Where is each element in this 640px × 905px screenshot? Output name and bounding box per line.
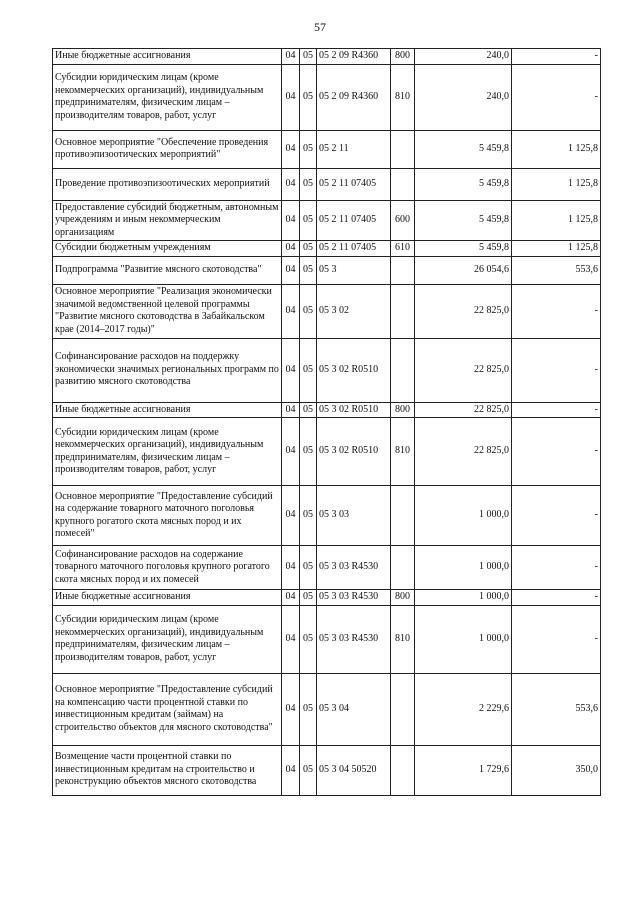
row-name: Софинансирование расходов на содержание товарного маточного поголовья крупного рогатого скота мясных пород и их помесей <box>53 546 282 590</box>
row-vr <box>391 168 415 200</box>
row-sum-2016: 5 459,8 <box>415 168 512 200</box>
row-pr: 05 <box>300 168 317 200</box>
row-vr: 810 <box>391 418 415 486</box>
row-vr <box>391 745 415 795</box>
row-sum-2016: 2 229,6 <box>415 673 512 745</box>
row-sum-federal: - <box>512 590 601 606</box>
row-sum-federal: 553,6 <box>512 673 601 745</box>
row-rz: 04 <box>282 256 300 284</box>
row-csr: 05 2 11 07405 <box>317 241 391 257</box>
row-rz: 04 <box>282 284 300 338</box>
row-vr <box>391 486 415 546</box>
row-rz: 04 <box>282 168 300 200</box>
row-rz: 04 <box>282 402 300 418</box>
row-pr: 05 <box>300 418 317 486</box>
row-sum-2016: 1 000,0 <box>415 486 512 546</box>
row-name: Субсидии юридическим лицам (кроме некоммерческих организаций), индивидуальным предпринимателям, физическим лицам – производителям товаров, работ, услуг <box>53 418 282 486</box>
row-sum-federal: - <box>512 486 601 546</box>
row-vr: 810 <box>391 605 415 673</box>
row-sum-federal: 1 125,8 <box>512 168 601 200</box>
table-row <box>53 546 601 590</box>
row-rz: 04 <box>282 590 300 606</box>
row-vr: 600 <box>391 200 415 241</box>
table-row <box>53 402 601 418</box>
row-sum-2016: 22 825,0 <box>415 284 512 338</box>
row-sum-federal: - <box>512 338 601 402</box>
table-row <box>53 64 601 130</box>
row-pr: 05 <box>300 256 317 284</box>
table-row <box>53 284 601 338</box>
row-rz: 04 <box>282 745 300 795</box>
row-pr: 05 <box>300 745 317 795</box>
table-row <box>53 745 601 795</box>
row-sum-2016: 5 459,8 <box>415 130 512 168</box>
table-row <box>53 486 601 546</box>
row-rz: 04 <box>282 130 300 168</box>
page-number: 57 <box>314 20 326 34</box>
row-sum-2016: 22 825,0 <box>415 402 512 418</box>
row-sum-2016: 22 825,0 <box>415 338 512 402</box>
row-sum-2016: 240,0 <box>415 64 512 130</box>
table-row <box>53 338 601 402</box>
row-name: Основное мероприятие "Реализация экономически значимой ведомственной целевой программы "Развитие мясного скотоводства в Забайкальском крае (2014–2017 годы)" <box>53 284 282 338</box>
row-sum-federal: - <box>512 605 601 673</box>
row-rz: 04 <box>282 49 300 65</box>
row-pr: 05 <box>300 402 317 418</box>
row-name: Основное мероприятие "Предоставление субсидий на содержание товарного маточного поголовья крупного рогатого скота мясных пород и их помесей" <box>53 486 282 546</box>
row-vr: 610 <box>391 241 415 257</box>
row-rz: 04 <box>282 241 300 257</box>
row-csr: 05 3 03 <box>317 486 391 546</box>
table-row <box>53 200 601 241</box>
row-name: Субсидии юридическим лицам (кроме некоммерческих организаций), индивидуальным предпринимателям, физическим лицам – производителям товаров, работ, услуг <box>53 64 282 130</box>
row-csr: 05 3 03 R4530 <box>317 605 391 673</box>
row-name: Иные бюджетные ассигнования <box>53 49 282 65</box>
table-row <box>53 590 601 606</box>
row-csr: 05 2 11 07405 <box>317 200 391 241</box>
row-sum-2016: 5 459,8 <box>415 200 512 241</box>
row-rz: 04 <box>282 546 300 590</box>
row-vr: 800 <box>391 590 415 606</box>
row-name: Иные бюджетные ассигнования <box>53 402 282 418</box>
row-csr: 05 3 04 50520 <box>317 745 391 795</box>
row-rz: 04 <box>282 64 300 130</box>
row-sum-2016: 1 000,0 <box>415 590 512 606</box>
row-csr: 05 3 03 R4530 <box>317 546 391 590</box>
row-rz: 04 <box>282 418 300 486</box>
row-rz: 04 <box>282 338 300 402</box>
row-rz: 04 <box>282 673 300 745</box>
row-name: Софинансирование расходов на поддержку экономически значимых региональных программ по развитию мясного скотоводства <box>53 338 282 402</box>
row-vr <box>391 256 415 284</box>
row-sum-2016: 1 729,6 <box>415 745 512 795</box>
row-vr <box>391 284 415 338</box>
row-sum-federal: - <box>512 418 601 486</box>
table-row <box>53 673 601 745</box>
row-sum-2016: 22 825,0 <box>415 418 512 486</box>
row-sum-federal: 1 125,8 <box>512 241 601 257</box>
row-sum-federal: - <box>512 49 601 65</box>
table-row <box>53 168 601 200</box>
row-pr: 05 <box>300 605 317 673</box>
table-row <box>53 256 601 284</box>
row-csr: 05 2 11 <box>317 130 391 168</box>
row-vr <box>391 338 415 402</box>
row-csr: 05 2 09 R4360 <box>317 49 391 65</box>
row-pr: 05 <box>300 486 317 546</box>
row-vr: 800 <box>391 402 415 418</box>
row-csr: 05 3 04 <box>317 673 391 745</box>
row-rz: 04 <box>282 200 300 241</box>
table-row <box>53 418 601 486</box>
row-sum-federal: 1 125,8 <box>512 200 601 241</box>
row-sum-federal: - <box>512 546 601 590</box>
row-pr: 05 <box>300 590 317 606</box>
row-csr: 05 3 02 R0510 <box>317 402 391 418</box>
row-sum-federal: - <box>512 284 601 338</box>
row-pr: 05 <box>300 338 317 402</box>
row-vr <box>391 130 415 168</box>
row-csr: 05 3 02 R0510 <box>317 418 391 486</box>
row-csr: 05 2 11 07405 <box>317 168 391 200</box>
row-name: Возмещение части процентной ставки по инвестиционным кредитам на строительство и реконструкцию объектов мясного скотоводства <box>53 745 282 795</box>
row-csr: 05 3 03 R4530 <box>317 590 391 606</box>
row-csr: 05 3 02 R0510 <box>317 338 391 402</box>
row-pr: 05 <box>300 200 317 241</box>
row-name: Проведение противоэпизоотических мероприятий <box>53 168 282 200</box>
table-row <box>53 605 601 673</box>
row-sum-2016: 26 054,6 <box>415 256 512 284</box>
row-sum-2016: 1 000,0 <box>415 546 512 590</box>
row-rz: 04 <box>282 605 300 673</box>
row-name: Предоставление субсидий бюджетным, автономным учреждениям и иным некоммерческим организациям <box>53 200 282 241</box>
row-vr: 810 <box>391 64 415 130</box>
row-csr: 05 3 <box>317 256 391 284</box>
budget-table <box>52 48 601 796</box>
row-csr: 05 2 09 R4360 <box>317 64 391 130</box>
row-sum-2016: 5 459,8 <box>415 241 512 257</box>
row-name: Субсидии юридическим лицам (кроме некоммерческих организаций), индивидуальным предпринимателям, физическим лицам – производителям товаров, работ, услуг <box>53 605 282 673</box>
row-sum-2016: 240,0 <box>415 49 512 65</box>
row-sum-federal: 1 125,8 <box>512 130 601 168</box>
row-vr <box>391 546 415 590</box>
row-pr: 05 <box>300 673 317 745</box>
row-vr <box>391 673 415 745</box>
row-sum-federal: - <box>512 64 601 130</box>
row-sum-federal: - <box>512 402 601 418</box>
row-vr: 800 <box>391 49 415 65</box>
row-pr: 05 <box>300 241 317 257</box>
row-sum-federal: 553,6 <box>512 256 601 284</box>
row-csr: 05 3 02 <box>317 284 391 338</box>
row-pr: 05 <box>300 546 317 590</box>
row-pr: 05 <box>300 130 317 168</box>
row-name: Основное мероприятие "Предоставление субсидий на компенсацию части процентной ставки по инвестиционным кредитам (займам) на строительство объектов для мясного скотоводства" <box>53 673 282 745</box>
table-row <box>53 130 601 168</box>
row-sum-2016: 1 000,0 <box>415 605 512 673</box>
row-pr: 05 <box>300 49 317 65</box>
row-name: Основное мероприятие "Обеспечение проведения противоэпизоотических мероприятий" <box>53 130 282 168</box>
row-sum-federal: 350,0 <box>512 745 601 795</box>
row-pr: 05 <box>300 64 317 130</box>
row-name: Иные бюджетные ассигнования <box>53 590 282 606</box>
row-pr: 05 <box>300 284 317 338</box>
row-name: Подпрограмма "Развитие мясного скотоводства" <box>53 256 282 284</box>
row-name: Субсидии бюджетным учреждениям <box>53 241 282 257</box>
table-row <box>53 49 601 65</box>
row-rz: 04 <box>282 486 300 546</box>
table-row <box>53 241 601 257</box>
